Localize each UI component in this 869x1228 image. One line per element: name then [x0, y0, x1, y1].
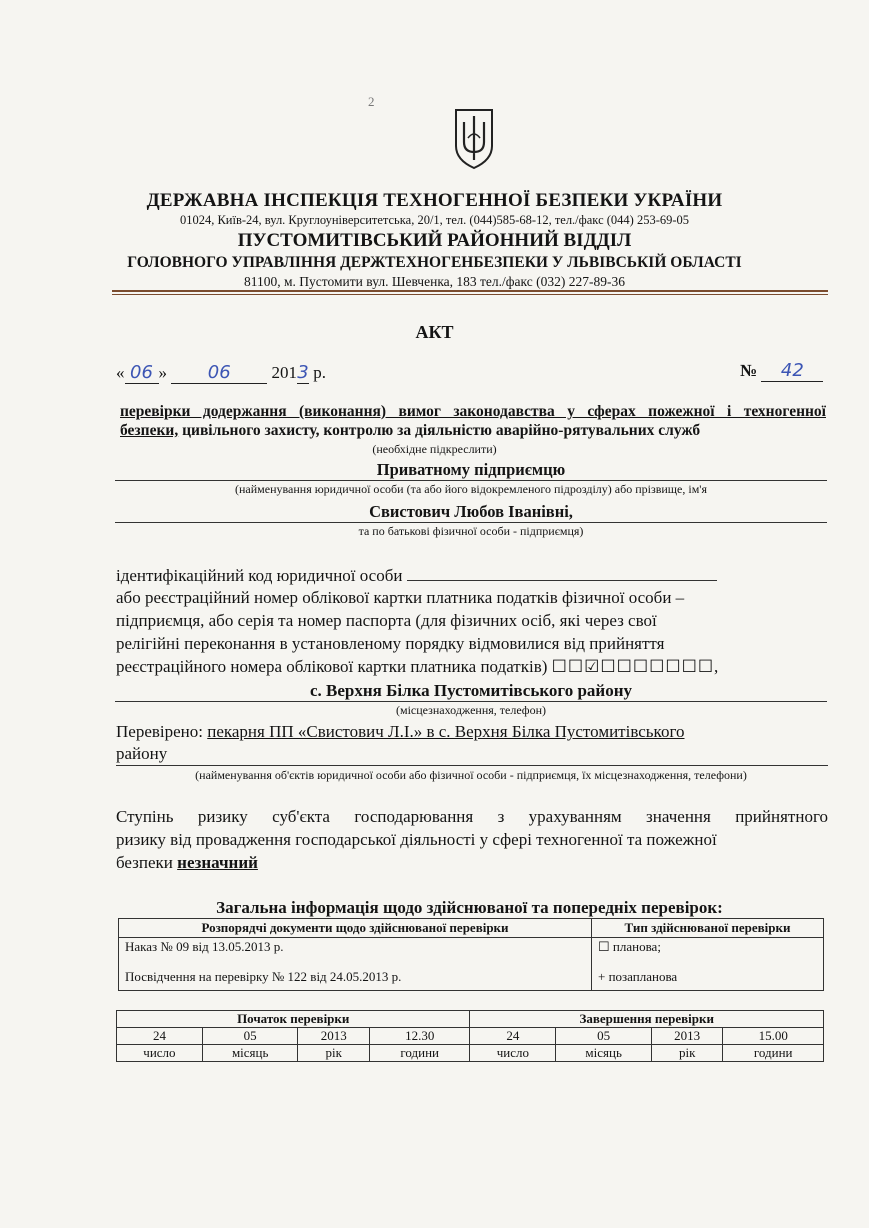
id-code-row	[116, 566, 828, 586]
department-name: ГОЛОВНОГО УПРАВЛІННЯ ДЕРЖТЕХНОГЕНБЕЗПЕКИ У ЛЬВІВСЬКІЙ ОБЛАСТІ	[127, 254, 742, 271]
period-value: 24	[470, 1028, 556, 1045]
period-unit: години	[723, 1045, 824, 1062]
docs-cell	[119, 938, 592, 991]
location-caption: (місцезнаходження, телефон)	[396, 703, 546, 717]
header-rule	[112, 290, 828, 292]
checked-label: Перевірено:	[116, 722, 203, 741]
period-value: 12.30	[369, 1028, 470, 1045]
table-row	[119, 938, 824, 991]
purpose-line-2b: цивільного захисту, контролю за діяльністю аварійно-рятувальних служб	[178, 422, 701, 439]
period-value: 15.00	[723, 1028, 824, 1045]
table-row	[117, 1011, 824, 1028]
type-unplanned: + позапланова	[598, 969, 678, 984]
purpose-note: (необхідне підкреслити)	[372, 442, 497, 456]
checked-caption: (найменування об'єктів юридичної особи або фізичної особи - підприємця, їх місцезнаходження, телефони)	[195, 768, 747, 782]
entity-caption: (найменування юридичної особи (та або його відокремленого підрозділу) або прізвище, ім'я	[235, 482, 707, 496]
certificate-doc: Посвідчення на перевірку № 122 від 24.05.2013 р.	[125, 969, 402, 984]
period-value: 05	[202, 1028, 298, 1045]
table-row	[119, 919, 824, 938]
period-value: 24	[117, 1028, 203, 1045]
table-row	[117, 1045, 824, 1062]
agency-address: 01024, Київ-24, вул. Круглоуніверситетська, 20/1, тел. (044)585-68-12, тел./факс (044) 253-69-05	[179, 213, 690, 227]
page-number: 2	[368, 94, 375, 109]
period-unit: місяць	[556, 1045, 652, 1062]
tax-number-boxes: ☐☐☑☐☐☐☐☐☐☐,	[551, 657, 720, 676]
risk-text-3: безпеки	[116, 853, 173, 872]
act-number-value: 42	[761, 360, 823, 382]
act-number-label: №	[740, 361, 758, 380]
act-number	[740, 360, 823, 382]
start-header: Початок перевірки	[117, 1011, 470, 1028]
tax-text-2: підприємця, або серія та номер паспорта (для фізичних осіб, які через свої	[116, 611, 657, 630]
trident-emblem-icon	[452, 108, 496, 170]
table-row	[117, 1028, 824, 1045]
entity-type: Приватному підприємцю	[115, 460, 827, 481]
period-value: 05	[556, 1028, 652, 1045]
period-unit: число	[470, 1045, 556, 1062]
period-value: 2013	[298, 1028, 369, 1045]
person-caption: та по батькові фізичної особи - підприємця)	[358, 524, 584, 538]
tax-text-3: релігійні переконання в установленому порядку відмовилися від прийняття	[116, 634, 665, 653]
risk-text-1: Ступінь ризику суб'єкта господарювання з урахуванням значення прийнятного	[116, 807, 828, 826]
risk-level: незначний	[177, 853, 258, 872]
act-year-suffix: р.	[313, 363, 326, 382]
period-unit: місяць	[202, 1045, 298, 1062]
act-year-digit: 3	[297, 362, 309, 383]
tax-text-4: реєстраційного номера облікової картки платника податків)	[116, 657, 548, 676]
risk-text-2: ризику від провадження господарської діяльності у сфері техногенної та пожежної	[116, 830, 717, 849]
id-code-field	[407, 580, 717, 581]
period-unit: рік	[651, 1045, 722, 1062]
act-month: 06	[171, 362, 267, 384]
purpose-line-2a: безпеки,	[120, 422, 179, 439]
general-info-title: Загальна інформація щодо здійснюваної та попередніх перевірок:	[216, 898, 723, 917]
act-day: 06	[125, 362, 159, 384]
act-year-prefix: 201	[271, 363, 297, 382]
checked-object: пекарня ПП «Свистович Л.І.» в с. Верхня Білка Пустомитівського	[207, 722, 685, 741]
inspection-purpose	[120, 402, 826, 440]
agency-name: ДЕРЖАВНА ІНСПЕКЦІЯ ТЕХНОГЕННОЇ БЕЗПЕКИ УКРАЇНИ	[146, 190, 723, 211]
period-unit: рік	[298, 1045, 369, 1062]
location: с. Верхня Білка Пустомитівського району	[115, 681, 827, 702]
tax-text-1: або реєстраційний номер облікової картки платника податків фізичної особи –	[116, 588, 685, 607]
period-unit: години	[369, 1045, 470, 1062]
id-code-label: ідентифікаційний код юридичної особи	[116, 566, 403, 585]
period-unit: число	[117, 1045, 203, 1062]
checked-row	[116, 722, 828, 742]
inspection-period-table	[116, 1010, 824, 1062]
period-value: 2013	[651, 1028, 722, 1045]
tax-text-4-row	[116, 657, 828, 677]
order-doc: Наказ № 09 від 13.05.2013 р.	[125, 939, 284, 954]
department-address: 81100, м. Пустомити вул. Шевченка, 183 тел./факс (032) 227-89-36	[244, 274, 625, 289]
purpose-line-1: перевірки додержання (виконання) вимог законодавства у сферах пожежної і техногенної	[120, 403, 826, 420]
end-header: Завершення перевірки	[470, 1011, 824, 1028]
header-rule-thin	[112, 294, 828, 295]
type-planned: ☐ планова;	[598, 939, 661, 954]
person-name: Свистович Любов Іванівні,	[115, 502, 827, 523]
col-type-header: Тип здійснюваної перевірки	[592, 919, 824, 938]
act-date: « 06 » 06 2013 р.	[116, 362, 326, 383]
district-name: ПУСТОМИТІВСЬКИЙ РАЙОННИЙ ВІДДІЛ	[237, 230, 632, 251]
risk-row	[116, 853, 828, 873]
act-title: АКТ	[415, 322, 454, 342]
col-docs-header: Розпорядчі документи щодо здійснюваної перевірки	[119, 919, 592, 938]
general-info-table	[118, 918, 824, 991]
type-cell	[592, 938, 824, 991]
checked-object-2: району	[116, 744, 828, 766]
